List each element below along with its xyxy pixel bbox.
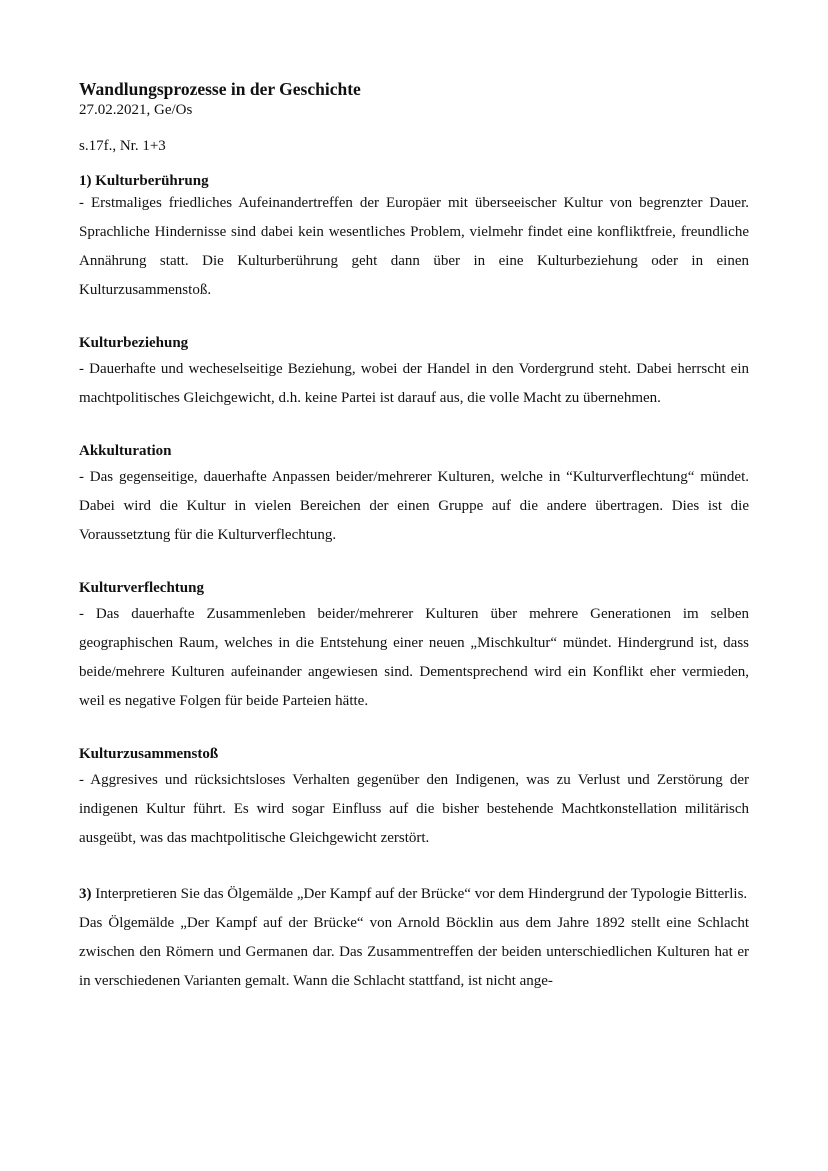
section-text: - Dauerhafte und wecheselseitige Beziehung, wobei der Handel in den Vordergrund steht. Dabei herrscht ein machtpolitisches Gleichgewicht, d.h. keine Partei ist darauf aus, die volle Macht zu übernehmen. <box>79 361 749 406</box>
section-heading: Kulturbeziehung <box>79 335 189 351</box>
section-kulturbeziehung <box>79 333 749 413</box>
section-heading: Akkulturation <box>79 443 172 459</box>
section-kulturzusammenstoss <box>79 744 749 853</box>
section-text: - Aggresives und rücksichtsloses Verhalten gegenüber den Indigenen, was zu Verlust und Zerstörung der indigenen Kultur führt. Es wird sogar Einfluss auf die bisher bestehende Machtkonstellation militärisch ausgeübt, was das machtpolitische Gleichgewicht zerstört. <box>79 772 749 846</box>
section-text: - Erstmaliges friedliches Aufeinandertreffen der Europäer mit überseeischer Kultur von begrenzter Dauer. Sprachliche Hindernisse sind dabei kein wesentliches Problem, vielmehr findet eine konfliktfreie, freundliche Annährung statt. Die Kulturberührung geht dann über in eine Kulturbeziehung oder in einen Kulturzusammenstoß. <box>79 195 749 298</box>
task-3-prompt <box>79 880 749 909</box>
section-akkulturation <box>79 441 749 550</box>
section-heading: Kulturverflechtung <box>79 580 204 596</box>
section-text: - Das dauerhafte Zusammenleben beider/mehrerer Kulturen über mehrere Generationen im selben geographischen Raum, welches in die Entstehung einer neuen „Mischkultur“ mündet. Hindergrund ist, dass beide/mehrere Kulturen aufeinander angewiesen sind. Dementsprechend wird ein Konflikt eher vermieden, weil es negative Folgen für beide Parteien hätte. <box>79 606 749 709</box>
task-prompt-text: Interpretieren Sie das Ölgemälde „Der Kampf auf der Brücke“ vor dem Hindergrund der Typologie Bitterlis. <box>91 886 748 902</box>
section-kulturberuehrung <box>79 171 749 305</box>
document-page <box>79 78 749 996</box>
date-line: 27.02.2021, Ge/Os <box>79 102 193 118</box>
task-3-answer: Das Ölgemälde „Der Kampf auf der Brücke“ von Arnold Böcklin aus dem Jahre 1892 stellt eine Schlacht zwischen den Römern und Germanen dar. Das Zusammentreffen der beiden unterschiedlichen Kulturen hat er in verschiedenen Varianten gemalt. Wann die Schlacht stattfand, ist nicht ange- <box>79 915 749 989</box>
section-heading: 1) Kulturberührung <box>79 173 209 189</box>
task-number: 3) <box>79 886 92 902</box>
section-heading: Kulturzusammenstoß <box>79 746 219 762</box>
task-reference: s.17f., Nr. 1+3 <box>79 138 166 154</box>
task-3 <box>79 880 749 996</box>
section-kulturverflechtung <box>79 578 749 716</box>
section-text: - Das gegenseitige, dauerhafte Anpassen beider/mehrerer Kulturen, welche in “Kulturverflechtung“ mündet. Dabei wird die Kultur in vielen Bereichen der einen Gruppe auf die andere übertragen. Dies ist die Voraussetztung für die Kulturverflechtung. <box>79 469 749 543</box>
document-title: Wandlungsprozesse in der Geschichte <box>79 79 361 99</box>
